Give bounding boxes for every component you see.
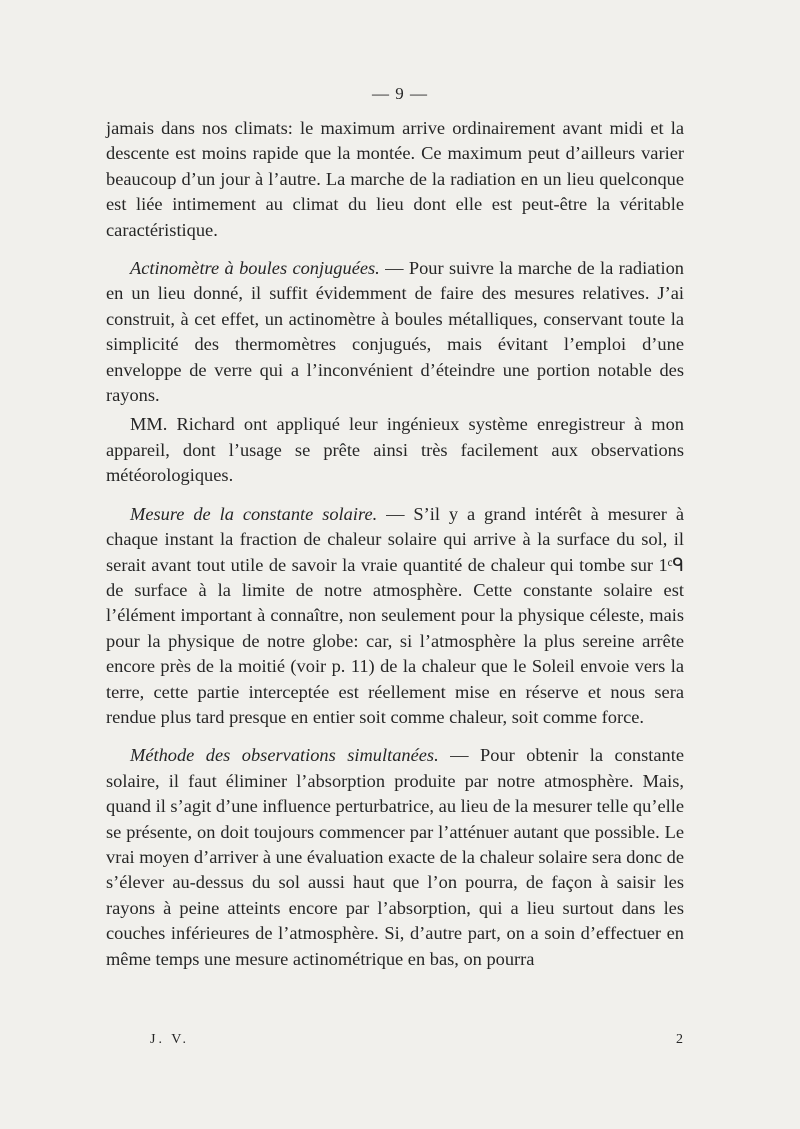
paragraph-3-text: MM. Richard ont appliqué leur ingénieux système enregistreur à mon appareil, dont l’usage se prête ainsi très facilement aux observations météorologiques. <box>106 414 684 486</box>
body-text <box>106 116 684 972</box>
paragraph-5 <box>106 743 684 972</box>
paragraph-5-text: — Pour obtenir la constante solaire, il faut éliminer l’absorption produite par notre atmosphère. Mais, quand il s’agit d’une influence perturbatrice, au lieu de la mesurer telle qu’elle se présente, on doit toujours commencer par l’atténuer autant que possible. Le vrai moyen d’arriver à une évaluation exacte de la chaleur solaire sera donc de s’élever au-dessus du sol aussi haut que l’on pourra, de façon à saisir les rayons à peine atteints encore par l’absorption, qui a lieu surtout dans les couches inférieures de l’atmosphère. Si, d’autre part, on a soin d’effectuer en même temps une mesure actinométrique en bas, on pourra <box>106 745 685 969</box>
paragraph-2 <box>106 256 684 408</box>
section-heading-actinometre: Actinomètre à boules conjuguées. <box>130 258 380 279</box>
signature-number: 2 <box>676 1032 683 1047</box>
paragraph-1-text: jamais dans nos climats: le maximum arrive ordinairement avant midi et la descente est moins rapide que la montée. Ce maximum peut d’ailleurs varier beaucoup d’un jour à l’autre. La marche de la radiation en un lieu quelconque est liée intimement au climat du lieu dont elle est peut-être la véritable caractéristique. <box>106 118 684 240</box>
paragraph-4 <box>106 502 684 731</box>
paragraph-3 <box>106 412 684 488</box>
paragraph-1 <box>106 116 684 243</box>
signature-mark: J. V. <box>150 1032 190 1047</box>
page-number: — 9 — <box>372 84 428 103</box>
paragraph-4-text: — S’il y a grand intérêt à mesurer à chaque instant la fraction de chaleur solaire qui arrive à la surface du sol, il serait avant tout utile de savoir la vraie quantité de chaleur qui tombe sur 1ᶜᑫ de surface à la limite de notre atmosphère. Cette constante solaire est l’élément important à connaître, non seulement pour la physique céleste, mais pour la physique de notre globe: car, si l’atmosphère la plus sereine arrête encore près de la moitié (voir p. 11) de la chaleur que le Soleil envoie vers la terre, cette partie interceptée est réellement mise en réserve et nous sera rendue plus tard presque en entier soit comme chaleur, soit comme force. <box>106 503 684 727</box>
section-heading-constante: Mesure de la constante solaire. <box>130 503 378 524</box>
paragraph-2-text: — Pour suivre la marche de la radiation en un lieu donné, il suffit évidemment de faire des mesures relatives. J’ai construit, à cet effet, un actinomètre à boules métalliques, conservant toute la simplicité des thermomètres conjugués, mais évitant l’emploi d’une enveloppe de verre qui a l’inconvénient d’éteindre une portion notable des rayons. <box>106 258 684 406</box>
section-heading-methode: Méthode des observations simultanées. <box>130 745 439 766</box>
